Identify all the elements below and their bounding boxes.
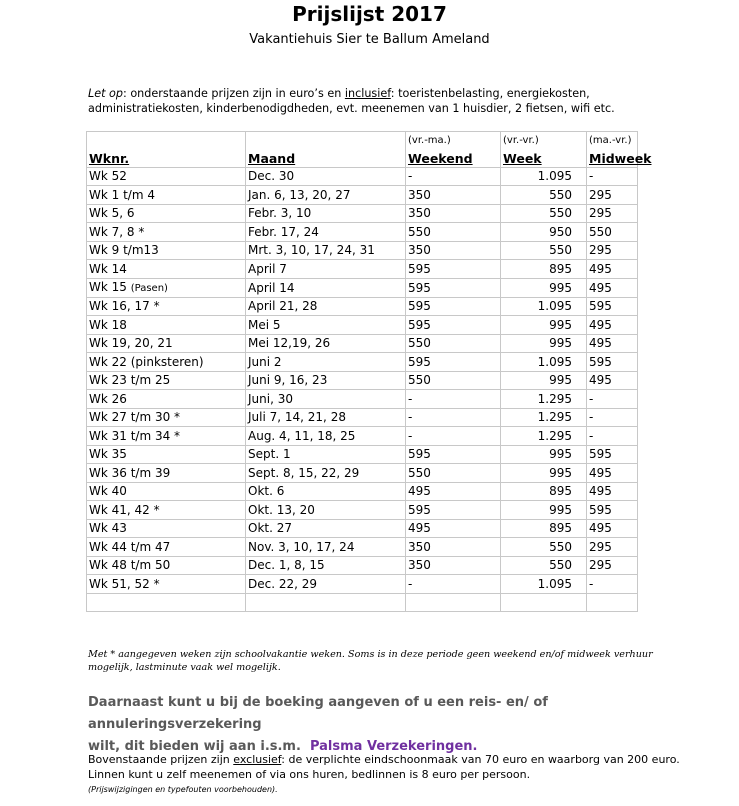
cell-midweek-text: 595	[589, 299, 612, 313]
cell-week-text: 1.095	[537, 299, 572, 313]
subheader-cell	[87, 132, 246, 150]
cell-weekend-text: 595	[408, 317, 431, 332]
cell-week-text: 995	[549, 447, 572, 461]
header-maand: Maand	[246, 149, 406, 167]
cell-maand-text: Juni, 30	[248, 391, 293, 406]
empty-cell	[246, 593, 406, 612]
cell-midweek	[587, 464, 638, 483]
cell-wk-text: Wk 9 t/m13	[89, 243, 159, 257]
cell-midweek-text: 495	[589, 373, 612, 387]
table-row	[87, 445, 638, 464]
cell-wk-text: Wk 43	[89, 521, 127, 535]
cell-weekend-text: -	[408, 169, 413, 183]
cell-midweek-text: -	[589, 410, 594, 424]
cell-midweek	[587, 445, 638, 464]
cell-maand-text: Mrt. 3, 10, 17, 24, 31	[248, 243, 375, 257]
cell-week	[501, 427, 587, 446]
cell-wk-text: Wk 7, 8 *	[89, 224, 145, 239]
cell-midweek	[587, 204, 638, 223]
cell-wk	[87, 427, 246, 446]
bottom-linen: Linnen kunt u zelf meenemen of via ons huren, bedlinnen is 8 euro per persoon.	[88, 768, 531, 781]
table-row	[87, 575, 638, 594]
cell-midweek	[587, 353, 638, 372]
cell-week	[501, 316, 587, 335]
cell-week	[501, 278, 587, 297]
cell-midweek-text: 495	[589, 317, 612, 332]
cell-weekend	[406, 501, 501, 520]
cell-maand	[246, 297, 406, 316]
cell-wk	[87, 334, 246, 353]
cell-midweek	[587, 260, 638, 279]
table-row	[87, 186, 638, 205]
cell-midweek-text: 495	[589, 280, 612, 295]
empty-cell	[587, 593, 638, 612]
cell-maand	[246, 464, 406, 483]
cell-weekend	[406, 408, 501, 427]
bottom-part2: : de verplichte eindschoonmaak van 70 euro en waarborg van 200 euro.	[281, 753, 680, 766]
cell-maand-text: Febr. 3, 10	[248, 206, 312, 220]
cell-maand	[246, 371, 406, 390]
cell-midweek-text: 295	[589, 206, 612, 220]
cell-midweek	[587, 167, 638, 186]
cell-midweek-text: 495	[589, 261, 612, 276]
note-part1: : onderstaande prijzen zijn in euro’s en	[123, 87, 345, 100]
cell-wk-text: Wk 48 t/m 50	[89, 558, 171, 572]
cell-week-text: 1.095	[537, 354, 572, 369]
cell-maand	[246, 408, 406, 427]
cell-maand	[246, 575, 406, 594]
cell-wk	[87, 204, 246, 223]
cell-week	[501, 538, 587, 557]
cell-weekend-text: -	[408, 410, 413, 424]
cell-weekend-text: 595	[408, 280, 431, 295]
cell-week	[501, 334, 587, 353]
insurance-line2: wilt, dit bieden wij aan i.s.m.	[88, 739, 301, 754]
cell-weekend-text: -	[408, 428, 413, 443]
bottom-exclusief: exclusief	[233, 753, 282, 766]
cell-midweek	[587, 334, 638, 353]
cell-wk-text: Wk 1 t/m 4	[89, 187, 155, 202]
cell-weekend-text: 350	[408, 206, 431, 220]
header-weekend: Weekend	[406, 149, 501, 167]
cell-maand	[246, 260, 406, 279]
cell-maand	[246, 482, 406, 501]
note-lead: Let op	[88, 87, 124, 100]
cell-week-text: 550	[549, 243, 572, 257]
subheader-midweek: (ma.-vr.)	[587, 132, 638, 150]
cell-wk	[87, 445, 246, 464]
cell-maand	[246, 390, 406, 409]
cell-weekend	[406, 316, 501, 335]
cell-wk-note: (Pasen)	[130, 282, 168, 294]
cell-weekend	[406, 186, 501, 205]
cell-maand	[246, 316, 406, 335]
cell-week-text: 1.295	[537, 391, 572, 406]
cell-weekend	[406, 241, 501, 260]
cell-week	[501, 575, 587, 594]
price-note	[88, 86, 658, 116]
note-inclusief: inclusief	[344, 87, 391, 100]
cell-weekend	[406, 297, 501, 316]
cell-weekend	[406, 556, 501, 575]
cell-maand-text: Dec. 30	[248, 169, 295, 183]
cell-weekend-text: 595	[408, 354, 431, 369]
cell-wk-text: Wk 14	[89, 261, 127, 276]
cell-maand	[246, 167, 406, 186]
cell-weekend-text: 595	[408, 261, 431, 276]
table-subheader-row	[87, 132, 638, 150]
cell-wk	[87, 519, 246, 538]
subheader-cell	[246, 132, 406, 150]
table-row	[87, 167, 638, 186]
cell-weekend	[406, 538, 501, 557]
cell-wk	[87, 464, 246, 483]
cell-weekend	[406, 482, 501, 501]
cell-maand-text: April 7	[248, 261, 287, 276]
page-subtitle: Vakantiehuis Sier te Ballum Ameland	[249, 32, 490, 47]
cell-wk	[87, 186, 246, 205]
cell-wk	[87, 260, 246, 279]
cell-week-text: 995	[549, 373, 572, 387]
cell-weekend	[406, 464, 501, 483]
cell-week-text: 895	[549, 484, 572, 498]
cell-wk-text: Wk 51, 52 *	[89, 576, 160, 591]
table-row	[87, 408, 638, 427]
cell-maand-text: Jan. 6, 13, 20, 27	[248, 187, 351, 202]
insurance-brand: Palsma Verzekeringen.	[309, 739, 478, 754]
cell-week	[501, 445, 587, 464]
cell-midweek	[587, 575, 638, 594]
insurance-line1: Daarnaast kunt u bij de boeking aangeven of u een reis- en/ of annuleringsverzekering	[88, 695, 548, 732]
cell-weekend-text: 350	[408, 558, 431, 572]
cell-midweek-text: 495	[589, 336, 612, 350]
cell-maand	[246, 204, 406, 223]
table-row	[87, 371, 638, 390]
cell-maand-text: Febr. 17, 24	[248, 224, 319, 239]
cell-week	[501, 371, 587, 390]
cell-midweek	[587, 390, 638, 409]
cell-week-text: 1.295	[537, 428, 572, 443]
cell-weekend	[406, 223, 501, 242]
cell-maand-text: Juni 2	[248, 354, 282, 369]
cell-week	[501, 519, 587, 538]
cell-weekend-text: 550	[408, 224, 431, 239]
empty-cell	[406, 593, 501, 612]
cell-week	[501, 501, 587, 520]
cell-wk	[87, 538, 246, 557]
cell-maand	[246, 334, 406, 353]
cell-maand	[246, 445, 406, 464]
cell-wk-text: Wk 23 t/m 25	[89, 373, 171, 387]
page-title: Prijslijst 2017	[292, 2, 447, 26]
cell-weekend	[406, 575, 501, 594]
table-row	[87, 241, 638, 260]
cell-wk	[87, 353, 246, 372]
cell-midweek-text: 495	[589, 521, 612, 535]
cell-midweek	[587, 186, 638, 205]
cell-midweek-text: 295	[589, 243, 612, 257]
cell-weekend-text: 595	[408, 447, 431, 461]
cell-week-text: 550	[549, 558, 572, 572]
cell-wk	[87, 167, 246, 186]
cell-maand-text: April 14	[248, 280, 295, 295]
cell-midweek-text: -	[589, 391, 594, 406]
cell-midweek	[587, 241, 638, 260]
cell-maand	[246, 427, 406, 446]
table-row	[87, 316, 638, 335]
note-part2: : toeristenbelasting, energiekosten, administratiekosten, kinderbenodigdheden, evt. meenemen van 1 huisdier, 2 fietsen, wifi etc.	[88, 87, 615, 115]
cell-weekend-text: 595	[408, 502, 431, 517]
cell-week-text: 995	[549, 465, 572, 480]
cell-maand-text: Dec. 22, 29	[248, 576, 318, 591]
cell-midweek	[587, 519, 638, 538]
cell-maand-text: Okt. 27	[248, 521, 292, 535]
cell-maand	[246, 538, 406, 557]
cell-wk-text: Wk 40	[89, 484, 127, 498]
table-row	[87, 260, 638, 279]
cell-weekend-text: 550	[408, 336, 431, 350]
cell-week	[501, 167, 587, 186]
cell-week	[501, 353, 587, 372]
cell-week-text: 550	[549, 206, 572, 220]
cell-midweek-text: 495	[589, 484, 612, 498]
cell-week	[501, 556, 587, 575]
cell-maand	[246, 186, 406, 205]
cell-maand	[246, 519, 406, 538]
header-wknr: Wknr.	[87, 149, 246, 167]
cell-weekend	[406, 204, 501, 223]
schoolholiday-footnote: Met * aangegeven weken zijn schoolvakantie weken. Soms is in deze periode geen weekend en/of midweek verhuur mogelijk, lastminute vaak wel mogelijk.	[88, 649, 653, 673]
table-row	[87, 223, 638, 242]
cell-weekend-text: 350	[408, 187, 431, 202]
cell-midweek-text: 295	[589, 539, 612, 554]
table-row-empty	[87, 593, 638, 612]
cell-weekend	[406, 371, 501, 390]
cell-week-text: 895	[549, 521, 572, 535]
cell-midweek	[587, 316, 638, 335]
cell-wk-text: Wk 18	[89, 317, 127, 332]
cell-wk	[87, 501, 246, 520]
cell-week	[501, 482, 587, 501]
cell-maand-text: Okt. 6	[248, 484, 285, 498]
bottom-disclaimer: (Prijswijzigingen en typefouten voorbehouden).	[88, 785, 278, 794]
cell-midweek-text: 550	[589, 224, 612, 239]
empty-cell	[87, 593, 246, 612]
cell-week-text: 550	[549, 539, 572, 554]
cell-weekend	[406, 167, 501, 186]
cell-week-text: 995	[549, 502, 572, 517]
cell-weekend-text: 350	[408, 243, 431, 257]
cell-wk-text: Wk 52	[89, 169, 127, 183]
cell-midweek-text: 495	[589, 465, 612, 480]
cell-wk	[87, 223, 246, 242]
cell-midweek-text: 595	[589, 447, 612, 461]
cell-weekend	[406, 427, 501, 446]
cell-maand-text: Juni 9, 16, 23	[248, 373, 328, 387]
cell-wk	[87, 408, 246, 427]
cell-maand	[246, 241, 406, 260]
bottom-part1: Bovenstaande prijzen zijn	[88, 753, 234, 766]
cell-midweek-text: 595	[589, 502, 612, 517]
cell-wk-text: Wk 19, 20, 21	[89, 336, 173, 350]
cell-wk-text: Wk 22 (pinksteren)	[89, 354, 204, 369]
empty-cell	[501, 593, 587, 612]
insurance-notice	[88, 692, 688, 758]
cell-wk	[87, 482, 246, 501]
table-header-row	[87, 149, 638, 167]
cell-midweek-text: 595	[589, 354, 612, 369]
cell-wk-text: Wk 36 t/m 39	[89, 465, 171, 480]
table-row	[87, 297, 638, 316]
cell-wk-text: Wk 41, 42 *	[89, 502, 160, 517]
cell-midweek	[587, 556, 638, 575]
cell-wk	[87, 316, 246, 335]
cell-maand-text: Mei 5	[248, 317, 281, 332]
cell-week-text: 995	[549, 317, 572, 332]
cell-wk-text: Wk 44 t/m 47	[89, 539, 171, 554]
cell-weekend	[406, 260, 501, 279]
cell-midweek	[587, 538, 638, 557]
cell-wk-text: Wk 5, 6	[89, 206, 135, 220]
table-row	[87, 519, 638, 538]
cell-weekend	[406, 445, 501, 464]
cell-maand-text: Aug. 4, 11, 18, 25	[248, 428, 356, 443]
cell-weekend-text: 350	[408, 539, 431, 554]
cell-wk-text: Wk 26	[89, 391, 127, 406]
cell-week-text: 950	[549, 224, 572, 239]
cell-midweek-text: -	[589, 169, 594, 183]
cell-maand-text: Sept. 8, 15, 22, 29	[248, 465, 360, 480]
cell-weekend	[406, 519, 501, 538]
cell-midweek	[587, 501, 638, 520]
cell-midweek-text: 295	[589, 558, 612, 572]
cell-wk	[87, 297, 246, 316]
cell-week-text: 995	[549, 336, 572, 350]
cell-weekend	[406, 353, 501, 372]
cell-wk	[87, 241, 246, 260]
cell-weekend	[406, 390, 501, 409]
cell-week-text: 1.095	[537, 169, 572, 183]
cell-week-text: 995	[549, 280, 572, 295]
cell-maand	[246, 556, 406, 575]
table-row	[87, 278, 638, 297]
cell-week	[501, 390, 587, 409]
table-row	[87, 482, 638, 501]
cell-maand-text: Sept. 1	[248, 447, 291, 461]
cell-week	[501, 408, 587, 427]
cell-maand-text: Dec. 1, 8, 15	[248, 558, 325, 572]
cell-weekend-text: 495	[408, 521, 431, 535]
cell-maand-text: Juli 7, 14, 21, 28	[248, 410, 346, 424]
cell-maand-text: Mei 12,19, 26	[248, 336, 331, 350]
cell-week-text: 550	[549, 187, 572, 202]
cell-week	[501, 464, 587, 483]
cell-weekend-text: 595	[408, 299, 431, 313]
cell-wk	[87, 371, 246, 390]
exclusions-note	[88, 752, 688, 797]
cell-wk-text: Wk 27 t/m 30 *	[89, 410, 181, 424]
cell-weekend-text: 550	[408, 465, 431, 480]
header-midweek: Midweek	[587, 149, 638, 167]
cell-weekend-text: 550	[408, 373, 431, 387]
cell-wk-text: Wk 15	[89, 279, 127, 294]
subheader-week: (vr.-vr.)	[501, 132, 587, 150]
cell-weekend-text: -	[408, 576, 413, 591]
cell-weekend	[406, 278, 501, 297]
cell-wk-text: Wk 35	[89, 447, 127, 461]
cell-midweek	[587, 482, 638, 501]
cell-week	[501, 186, 587, 205]
cell-midweek-text: -	[589, 576, 594, 591]
cell-wk	[87, 278, 246, 297]
cell-weekend	[406, 334, 501, 353]
cell-week-text: 1.295	[537, 410, 572, 424]
cell-weekend-text: 495	[408, 484, 431, 498]
table-row	[87, 204, 638, 223]
cell-week-text: 895	[549, 261, 572, 276]
cell-maand-text: April 21, 28	[248, 299, 318, 313]
cell-maand	[246, 223, 406, 242]
table-row	[87, 427, 638, 446]
cell-weekend-text: -	[408, 391, 413, 406]
cell-week	[501, 260, 587, 279]
cell-wk-text: Wk 31 t/m 34 *	[89, 428, 181, 443]
table-row	[87, 464, 638, 483]
cell-midweek	[587, 408, 638, 427]
cell-wk	[87, 575, 246, 594]
cell-week	[501, 204, 587, 223]
cell-week	[501, 223, 587, 242]
table-row	[87, 556, 638, 575]
table-row	[87, 390, 638, 409]
table-row	[87, 538, 638, 557]
cell-maand-text: Nov. 3, 10, 17, 24	[248, 539, 355, 554]
cell-wk	[87, 556, 246, 575]
cell-midweek-text: 295	[589, 187, 612, 202]
price-table	[86, 131, 652, 612]
cell-maand	[246, 501, 406, 520]
subheader-weekend: (vr.-ma.)	[406, 132, 501, 150]
header-week: Week	[501, 149, 587, 167]
table-row	[87, 501, 638, 520]
cell-maand	[246, 278, 406, 297]
cell-midweek-text: -	[589, 428, 594, 443]
cell-maand-text: Okt. 13, 20	[248, 502, 315, 517]
cell-week-text: 1.095	[537, 576, 572, 591]
cell-wk	[87, 390, 246, 409]
cell-maand	[246, 353, 406, 372]
cell-midweek	[587, 427, 638, 446]
table-row	[87, 334, 638, 353]
cell-wk-text: Wk 16, 17 *	[89, 299, 160, 313]
cell-week	[501, 241, 587, 260]
cell-midweek	[587, 223, 638, 242]
cell-midweek	[587, 297, 638, 316]
cell-midweek	[587, 371, 638, 390]
cell-week	[501, 297, 587, 316]
cell-midweek	[587, 278, 638, 297]
table-row	[87, 353, 638, 372]
